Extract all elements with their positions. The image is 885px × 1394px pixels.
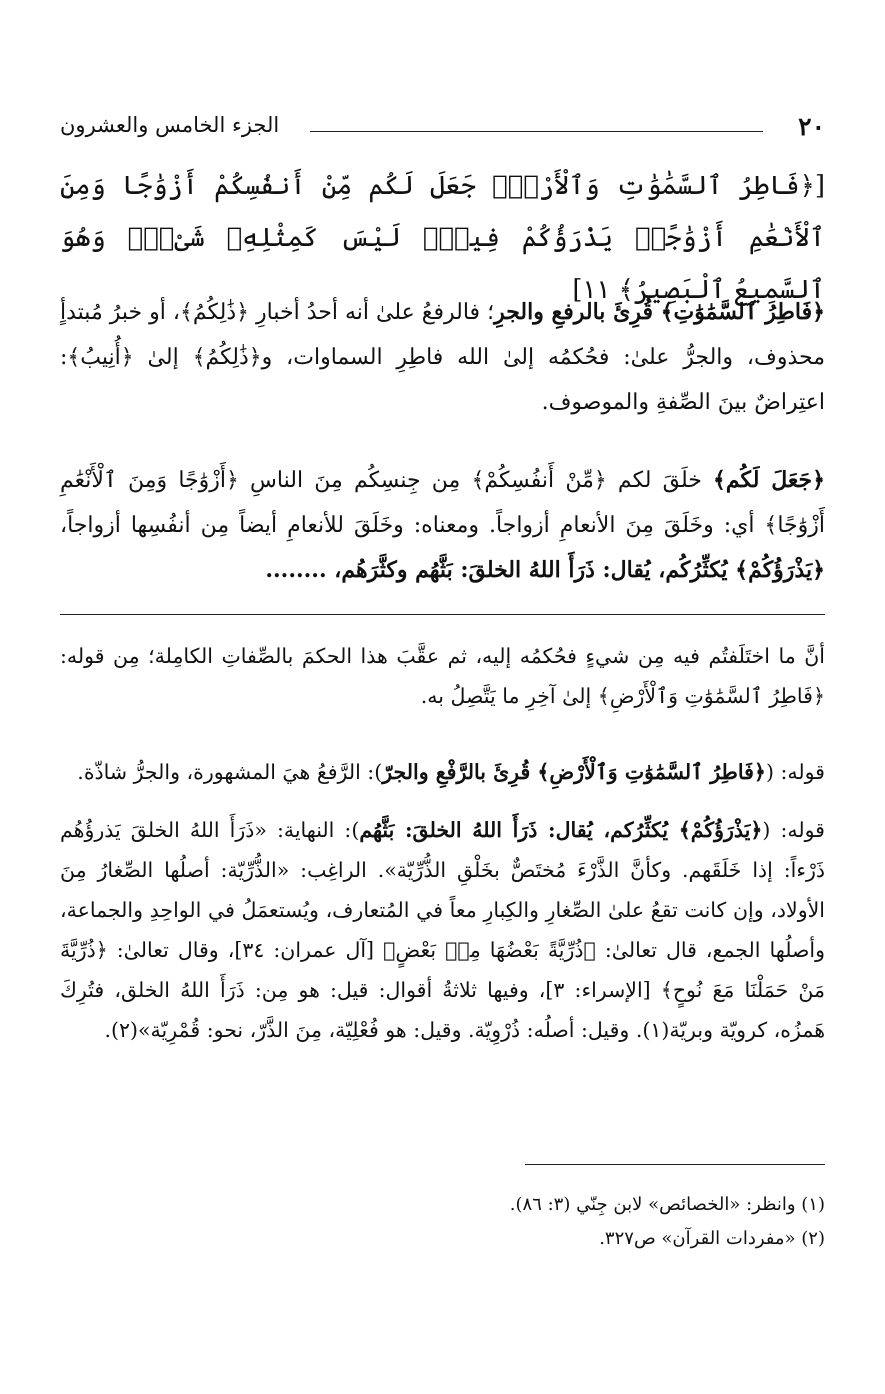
gloss-text: ): الرَّفعُ هيَ المشهورة، والجرُّ شاذّة. [77, 760, 383, 784]
footnote: (١) وانظر: «الخصائص» لابن جِنّي (٣: ٨٦). [509, 1194, 825, 1215]
commentary-paragraph [60, 290, 825, 425]
commentary-lead: ﴿جَعَلَ لَكُم﴾ [713, 467, 826, 493]
quran-verse: [﴿فَاطِرُ ٱلسَّمَٰوَٰتِ وَٱلْأَرْضِۚ جَعَلَ لَكُم مِّنْ أَنفُسِكُمْ أَزْوَٰجًا وَمِنَ ٱلْأَنْعَٰمِ أَزْوَٰجًاۖ يَذْرَؤُكُمْ فِيهِۚ لَيْسَ كَمِثْلِهِۦ شَىْءٌۖ وَهُوَ ٱلسَّمِيعُ ٱلْبَصِيرُ﴾ ١١] [60, 171, 825, 305]
commentary-text: ؛ فالرفعُ علىٰ أنه أحدُ أخبارِ ﴿ذَٰلِكُمُ﴾، أو خبرُ مُبتدأٍ محذوف، والجرُّ علىٰ: فحُكمُه إلىٰ الله فاطِرِ السماوات، و﴿ذَٰلِكُمُ﴾ إلىٰ ﴿أُنِيبُ﴾: اعتِراضٌ بينَ الصِّفةِ والموصوف. [60, 300, 825, 415]
section-divider [60, 614, 825, 615]
running-title: الجزء الخامس والعشرون [60, 113, 280, 137]
commentary-paragraph [60, 458, 825, 593]
page-header [60, 112, 825, 146]
commentary-text: خلَقَ لكم ﴿مِّنْ أَنفُسِكُمْ﴾ مِن جِنسِكُم مِنَ الناسِ ﴿أَزْوَٰجًا وَمِنَ ٱلْأَنْعَٰمِ أَزْوَٰجًا﴾ أي: وخَلَقَ مِنَ الأنعامِ أزواجاً. ومعناه: وخَلَقَ للأنعامِ أيضاً مِن أنفُسِها أزواجاً، [60, 468, 825, 538]
footnote: (٢) «مفردات القرآن» ص٣٢٧. [599, 1228, 825, 1249]
commentary-tail: ﴿يَذْرَؤُكُمْ﴾ يُكثِّرُكُم، يُقال: ذَرَأَ اللهُ الخلقَ: بَثَّهُم وكثَّرَهُم، ........ [265, 557, 825, 583]
gloss-prefix: قوله: ( [762, 818, 825, 842]
gloss-paragraph [60, 810, 825, 1050]
gloss-quote: ﴿فَاطِرُ ٱلسَّمَٰوَٰتِ وَٱلْأَرْضِ﴾ قُرِئَ بالرَّفْعِ والجرّ [382, 760, 766, 784]
gloss-paragraph [60, 752, 825, 792]
gloss-paragraph: أنَّ ما اختَلَفتُم فيه مِن شيءٍ فحُكمُه إليه، ثم عقَّبَ هذا الحكمَ بالصِّفاتِ الكامِلة؛ مِن قوله: ﴿فَاطِرُ ٱلسَّمَٰوَٰتِ وَٱلْأَرْضِ﴾ إلىٰ آخِرِ ما يَتَّصِلُ به. [60, 644, 825, 708]
commentary-lead: ﴿فَاطِرُ ٱلسَّمَٰوَٰتِ﴾ قُرِئَ بالرفعِ والجرِ [494, 299, 825, 325]
gloss-prefix: قوله: ( [765, 760, 825, 784]
page-number: ٢٠ [798, 112, 825, 141]
gloss-quote: ﴿يَذْرَؤُكُمْ﴾ يُكثِّرُكم، يُقال: ذَرَأَ اللهُ الخلقَ: بَثَّهُم [359, 818, 763, 842]
header-rule [310, 131, 763, 132]
gloss-text: ): النهاية: «ذَرَأَ اللهُ الخلقَ يَذرؤُهُم ذَرْءاً: إذا خَلَقَهم. وكأنَّ الذَّرْءَ مُختَصٌّ بخَلْقِ الذُّرِّيّة». الراغِب: «الذُّرِّيّة: أصلُها الصِّغارُ مِنَ الأولاد، وإن كانت تقعُ علىٰ الصِّغارِ والكِبارِ معاً في المُتعارف، ويُستعمَلُ في الواحِدِ والجماعة، وأصلُها الجمع، قال تعالىٰ: ﴿ذُرِّيَّةً بَعْضُهَا مِنۢ بَعْضٍ﴾ [آل عمران: ٣٤]، وقال تعالىٰ: ﴿ذُرِّيَّةَ مَنْ حَمَلْنَا مَعَ نُوحٍ﴾ [الإسراء: ٣]، وفيها ثلاثةُ أقوال: قيل: هو مِن: ذَرَأَ اللهُ الخلق، فتُرِكَ هَمزُه، كرويّة وبريّة(١). وقيل: أصلُه: ذُرْوِيّة. وقيل: هو فُعْلِيّة، مِنَ الذَّرّ، نحو: قُمْرِيّة»(٢). [60, 818, 825, 1042]
footnote-rule [525, 1164, 825, 1165]
